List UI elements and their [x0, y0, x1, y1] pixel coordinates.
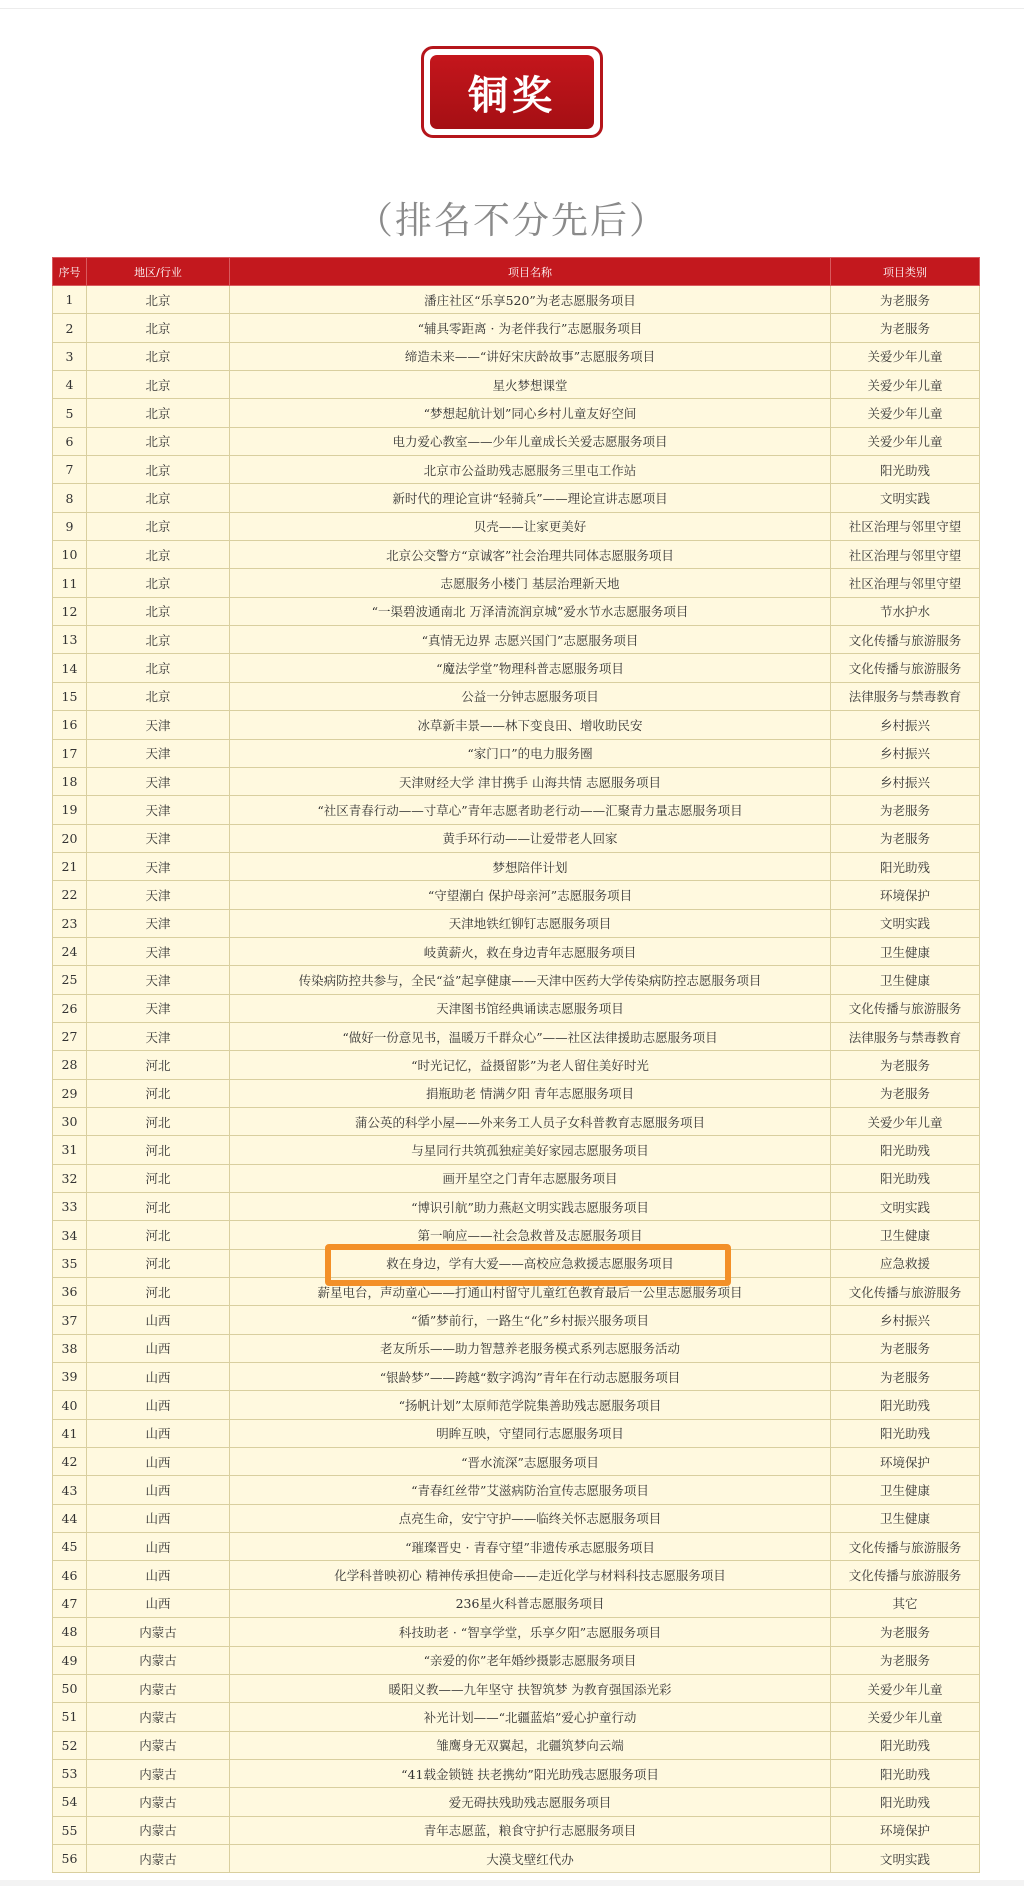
cell-project-name: “41载金锁链 扶老携幼”阳光助残志愿服务项目	[230, 1759, 831, 1787]
cell-index: 13	[53, 626, 87, 654]
cell-region: 山西	[87, 1334, 230, 1362]
cell-region: 北京	[87, 342, 230, 370]
cell-index: 45	[53, 1533, 87, 1561]
cell-category: 为老服务	[831, 1618, 980, 1646]
cell-region: 北京	[87, 286, 230, 314]
cell-index: 55	[53, 1816, 87, 1844]
cell-region: 天津	[87, 966, 230, 994]
cell-project-name: “亲爱的你”老年婚纱摄影志愿服务项目	[230, 1646, 831, 1674]
cell-region: 北京	[87, 399, 230, 427]
cell-region: 河北	[87, 1193, 230, 1221]
table-row	[53, 484, 980, 512]
table-row	[53, 1051, 980, 1079]
table-header-row	[53, 258, 980, 286]
cell-region: 北京	[87, 682, 230, 710]
cell-category: 卫生健康	[831, 1476, 980, 1504]
table-row	[53, 541, 980, 569]
cell-category: 为老服务	[831, 796, 980, 824]
cell-region: 河北	[87, 1051, 230, 1079]
table-row	[53, 796, 980, 824]
cell-index: 25	[53, 966, 87, 994]
award-table	[52, 257, 980, 1873]
cell-project-name: 天津图书馆经典诵读志愿服务项目	[230, 994, 831, 1022]
cell-category: 关爱少年儿童	[831, 427, 980, 455]
table-row	[53, 1731, 980, 1759]
cell-project-name: 天津财经大学 津甘携手 山海共情 志愿服务项目	[230, 767, 831, 795]
cell-category: 为老服务	[831, 1051, 980, 1079]
table-row	[53, 739, 980, 767]
cell-category: 关爱少年儿童	[831, 1703, 980, 1731]
table-row	[53, 1306, 980, 1334]
cell-region: 山西	[87, 1533, 230, 1561]
cell-region: 河北	[87, 1164, 230, 1192]
table-row	[53, 1504, 980, 1532]
cell-project-name: “社区青春行动——寸草心”青年志愿者助老行动——汇聚青力量志愿服务项目	[230, 796, 831, 824]
table-row	[53, 1561, 980, 1589]
cell-index: 30	[53, 1107, 87, 1135]
cell-region: 北京	[87, 456, 230, 484]
cell-region: 山西	[87, 1448, 230, 1476]
table-row	[53, 286, 980, 314]
cell-index: 43	[53, 1476, 87, 1504]
cell-category: 为老服务	[831, 1079, 980, 1107]
cell-index: 24	[53, 937, 87, 965]
cell-index: 39	[53, 1363, 87, 1391]
cell-category: 环境保护	[831, 1816, 980, 1844]
table-body	[53, 286, 980, 1873]
cell-region: 北京	[87, 512, 230, 540]
table-row	[53, 937, 980, 965]
cell-project-name: “晋水流深”志愿服务项目	[230, 1448, 831, 1476]
cell-project-name: 黄手环行动——让爱带老人回家	[230, 824, 831, 852]
table-row	[53, 994, 980, 1022]
table-row	[53, 1646, 980, 1674]
cell-project-name: 236星火科普志愿服务项目	[230, 1589, 831, 1617]
cell-region: 天津	[87, 852, 230, 880]
table-row	[53, 1589, 980, 1617]
cell-region: 河北	[87, 1221, 230, 1249]
cell-project-name: 缔造未来——“讲好宋庆龄故事”志愿服务项目	[230, 342, 831, 370]
cell-category: 阳光助残	[831, 1164, 980, 1192]
column-header-index: 序号	[53, 258, 87, 286]
cell-category: 阳光助残	[831, 1391, 980, 1419]
cell-category: 乡村振兴	[831, 1306, 980, 1334]
table-row	[53, 399, 980, 427]
cell-index: 20	[53, 824, 87, 852]
cell-index: 21	[53, 852, 87, 880]
table-row	[53, 1703, 980, 1731]
cell-category: 阳光助残	[831, 852, 980, 880]
top-divider	[0, 8, 1024, 9]
cell-category: 环境保护	[831, 1448, 980, 1476]
cell-index: 11	[53, 569, 87, 597]
cell-region: 天津	[87, 1022, 230, 1050]
cell-category: 文明实践	[831, 909, 980, 937]
cell-project-name: “家门口”的电力服务圈	[230, 739, 831, 767]
cell-index: 31	[53, 1136, 87, 1164]
cell-category: 法律服务与禁毒教育	[831, 1022, 980, 1050]
cell-category: 其它	[831, 1589, 980, 1617]
cell-project-name: 化学科普映初心 精神传承担使命——走近化学与材料科技志愿服务项目	[230, 1561, 831, 1589]
cell-index: 41	[53, 1419, 87, 1447]
cell-project-name: “守望潮白 保护母亲河”志愿服务项目	[230, 881, 831, 909]
cell-category: 文化传播与旅游服务	[831, 1561, 980, 1589]
award-title: 铜奖	[430, 55, 594, 129]
cell-project-name: 天津地铁红铆钉志愿服务项目	[230, 909, 831, 937]
cell-category: 阳光助残	[831, 1731, 980, 1759]
cell-category: 卫生健康	[831, 1504, 980, 1532]
cell-index: 33	[53, 1193, 87, 1221]
cell-region: 山西	[87, 1306, 230, 1334]
cell-index: 40	[53, 1391, 87, 1419]
cell-index: 8	[53, 484, 87, 512]
subtitle: （排名不分先后）	[356, 199, 668, 242]
cell-index: 32	[53, 1164, 87, 1192]
table-row	[53, 682, 980, 710]
cell-region: 北京	[87, 484, 230, 512]
cell-index: 56	[53, 1844, 87, 1872]
cell-project-name: “魔法学堂”物理科普志愿服务项目	[230, 654, 831, 682]
table-row	[53, 1136, 980, 1164]
cell-project-name: 点亮生命，安宁守护——临终关怀志愿服务项目	[230, 1504, 831, 1532]
cell-category: 应急救援	[831, 1249, 980, 1277]
cell-project-name: “扬帆计划”太原师范学院集善助残志愿服务项目	[230, 1391, 831, 1419]
cell-index: 48	[53, 1618, 87, 1646]
cell-category: 文化传播与旅游服务	[831, 654, 980, 682]
cell-region: 山西	[87, 1561, 230, 1589]
cell-index: 22	[53, 881, 87, 909]
cell-region: 河北	[87, 1136, 230, 1164]
cell-index: 54	[53, 1788, 87, 1816]
cell-region: 天津	[87, 881, 230, 909]
table-row	[53, 1221, 980, 1249]
cell-region: 天津	[87, 824, 230, 852]
cell-category: 关爱少年儿童	[831, 342, 980, 370]
cell-category: 环境保护	[831, 881, 980, 909]
table-row	[53, 427, 980, 455]
table-row	[53, 1759, 980, 1787]
cell-category: 阳光助残	[831, 456, 980, 484]
table-row	[53, 654, 980, 682]
cell-index: 35	[53, 1249, 87, 1277]
cell-index: 52	[53, 1731, 87, 1759]
table-row	[53, 1278, 980, 1306]
cell-region: 北京	[87, 597, 230, 625]
cell-region: 内蒙古	[87, 1618, 230, 1646]
cell-index: 38	[53, 1334, 87, 1362]
cell-region: 河北	[87, 1278, 230, 1306]
cell-project-name: 电力爱心教室——少年儿童成长关爱志愿服务项目	[230, 427, 831, 455]
cell-project-name: 新时代的理论宣讲“轻骑兵”——理论宣讲志愿项目	[230, 484, 831, 512]
cell-region: 北京	[87, 314, 230, 342]
cell-index: 19	[53, 796, 87, 824]
cell-project-name: 志愿服务小楼门 基层治理新天地	[230, 569, 831, 597]
cell-region: 天津	[87, 796, 230, 824]
cell-region: 北京	[87, 371, 230, 399]
cell-region: 内蒙古	[87, 1844, 230, 1872]
cell-project-name: 梦想陪伴计划	[230, 852, 831, 880]
cell-category: 社区治理与邻里守望	[831, 569, 980, 597]
cell-project-name: “银龄梦”——跨越“数字鸿沟”青年在行动志愿服务项目	[230, 1363, 831, 1391]
cell-index: 46	[53, 1561, 87, 1589]
cell-index: 42	[53, 1448, 87, 1476]
cell-region: 山西	[87, 1391, 230, 1419]
cell-region: 山西	[87, 1419, 230, 1447]
table-row	[53, 1249, 980, 1277]
table-row	[53, 456, 980, 484]
cell-index: 50	[53, 1674, 87, 1702]
cell-project-name: 贝壳——让家更美好	[230, 512, 831, 540]
cell-category: 节水护水	[831, 597, 980, 625]
table-row	[53, 966, 980, 994]
table-row	[53, 512, 980, 540]
cell-project-name: 暖阳义教——九年坚守 扶智筑梦 为教育强国添光彩	[230, 1674, 831, 1702]
cell-category: 关爱少年儿童	[831, 1674, 980, 1702]
cell-project-name: 青年志愿蓝，粮食守护行志愿服务项目	[230, 1816, 831, 1844]
table-row	[53, 1476, 980, 1504]
cell-project-name: 北京公交警方“京诚客”社会治理共同体志愿服务项目	[230, 541, 831, 569]
cell-project-name: “博识引航”助力燕赵文明实践志愿服务项目	[230, 1193, 831, 1221]
cell-project-name: “梦想起航计划”同心乡村儿童友好空间	[230, 399, 831, 427]
cell-project-name: “青春红丝带”艾滋病防治宣传志愿服务项目	[230, 1476, 831, 1504]
cell-project-name: 潘庄社区“乐享520”为老志愿服务项目	[230, 286, 831, 314]
cell-category: 卫生健康	[831, 966, 980, 994]
cell-project-name: “璀璨晋史 · 青春守望”非遗传承志愿服务项目	[230, 1533, 831, 1561]
cell-category: 卫生健康	[831, 1221, 980, 1249]
cell-category: 文化传播与旅游服务	[831, 994, 980, 1022]
cell-project-name: 捐瓶助老 情满夕阳 青年志愿服务项目	[230, 1079, 831, 1107]
table-row	[53, 1193, 980, 1221]
cell-index: 34	[53, 1221, 87, 1249]
cell-index: 26	[53, 994, 87, 1022]
cell-region: 河北	[87, 1107, 230, 1135]
table-row	[53, 1618, 980, 1646]
cell-project-name: “一渠碧波通南北 万泽清流润京城”爱水节水志愿服务项目	[230, 597, 831, 625]
cell-index: 17	[53, 739, 87, 767]
cell-index: 5	[53, 399, 87, 427]
table-row	[53, 1533, 980, 1561]
cell-project-name: 蒲公英的科学小屋——外来务工人员子女科普教育志愿服务项目	[230, 1107, 831, 1135]
cell-category: 文明实践	[831, 484, 980, 512]
cell-category: 阳光助残	[831, 1419, 980, 1447]
cell-category: 为老服务	[831, 314, 980, 342]
cell-category: 文化传播与旅游服务	[831, 626, 980, 654]
cell-index: 36	[53, 1278, 87, 1306]
cell-region: 山西	[87, 1504, 230, 1532]
cell-index: 16	[53, 711, 87, 739]
cell-index: 9	[53, 512, 87, 540]
table-row	[53, 371, 980, 399]
cell-project-name: 传染病防控共参与，全民“益”起享健康——天津中医药大学传染病防控志愿服务项目	[230, 966, 831, 994]
cell-project-name: 岐黄薪火，救在身边青年志愿服务项目	[230, 937, 831, 965]
cell-index: 47	[53, 1589, 87, 1617]
cell-category: 为老服务	[831, 824, 980, 852]
cell-region: 天津	[87, 739, 230, 767]
cell-index: 15	[53, 682, 87, 710]
cell-index: 51	[53, 1703, 87, 1731]
cell-region: 内蒙古	[87, 1816, 230, 1844]
cell-region: 天津	[87, 994, 230, 1022]
cell-category: 关爱少年儿童	[831, 1107, 980, 1135]
cell-category: 为老服务	[831, 1334, 980, 1362]
table-row	[53, 1788, 980, 1816]
cell-region: 内蒙古	[87, 1759, 230, 1787]
cell-project-name: 雏鹰身无双翼起，北疆筑梦向云端	[230, 1731, 831, 1759]
cell-category: 文化传播与旅游服务	[831, 1278, 980, 1306]
cell-index: 28	[53, 1051, 87, 1079]
cell-project-name: 科技助老 · “智享学堂，乐享夕阳”志愿服务项目	[230, 1618, 831, 1646]
cell-index: 10	[53, 541, 87, 569]
cell-project-name: 公益一分钟志愿服务项目	[230, 682, 831, 710]
cell-index: 14	[53, 654, 87, 682]
cell-region: 天津	[87, 937, 230, 965]
cell-region: 河北	[87, 1079, 230, 1107]
cell-index: 4	[53, 371, 87, 399]
cell-region: 北京	[87, 541, 230, 569]
cell-category: 为老服务	[831, 1363, 980, 1391]
cell-index: 49	[53, 1646, 87, 1674]
table-row	[53, 314, 980, 342]
cell-index: 18	[53, 767, 87, 795]
table-row	[53, 767, 980, 795]
table-row	[53, 1844, 980, 1872]
cell-category: 乡村振兴	[831, 739, 980, 767]
cell-project-name: 第一响应——社会急救普及志愿服务项目	[230, 1221, 831, 1249]
table-row	[53, 852, 980, 880]
table-row	[53, 626, 980, 654]
cell-index: 3	[53, 342, 87, 370]
cell-index: 7	[53, 456, 87, 484]
cell-category: 法律服务与禁毒教育	[831, 682, 980, 710]
cell-project-name: 补光计划——“北疆蓝焰”爱心护童行动	[230, 1703, 831, 1731]
cell-region: 山西	[87, 1476, 230, 1504]
cell-project-name: 救在身边，学有大爱——高校应急救援志愿服务项目	[230, 1249, 831, 1277]
cell-category: 为老服务	[831, 286, 980, 314]
cell-category: 文化传播与旅游服务	[831, 1533, 980, 1561]
table-row	[53, 1448, 980, 1476]
cell-index: 6	[53, 427, 87, 455]
cell-region: 内蒙古	[87, 1788, 230, 1816]
cell-category: 阳光助残	[831, 1788, 980, 1816]
table-row	[53, 1022, 980, 1050]
column-header-category: 项目类别	[831, 258, 980, 286]
cell-category: 乡村振兴	[831, 711, 980, 739]
table-row	[53, 909, 980, 937]
cell-project-name: 大漠戈壁红代办	[230, 1844, 831, 1872]
cell-category: 阳光助残	[831, 1136, 980, 1164]
cell-region: 山西	[87, 1589, 230, 1617]
cell-project-name: 北京市公益助残志愿服务三里屯工作站	[230, 456, 831, 484]
cell-region: 山西	[87, 1363, 230, 1391]
cell-index: 29	[53, 1079, 87, 1107]
cell-category: 乡村振兴	[831, 767, 980, 795]
table-row	[53, 1419, 980, 1447]
table-row	[53, 569, 980, 597]
cell-category: 社区治理与邻里守望	[831, 512, 980, 540]
cell-project-name: 冰草新丰景——林下变良田、增收助民安	[230, 711, 831, 739]
table-row	[53, 1107, 980, 1135]
table-row	[53, 597, 980, 625]
cell-category: 阳光助残	[831, 1759, 980, 1787]
cell-category: 为老服务	[831, 1646, 980, 1674]
cell-region: 内蒙古	[87, 1646, 230, 1674]
table-row	[53, 711, 980, 739]
cell-index: 2	[53, 314, 87, 342]
award-badge	[421, 46, 603, 138]
cell-project-name: 与星同行共筑孤独症美好家园志愿服务项目	[230, 1136, 831, 1164]
column-header-region: 地区/行业	[87, 258, 230, 286]
cell-category: 文明实践	[831, 1193, 980, 1221]
cell-category: 卫生健康	[831, 937, 980, 965]
cell-project-name: “做好一份意见书，温暖万千群众心”——社区法律援助志愿服务项目	[230, 1022, 831, 1050]
cell-region: 内蒙古	[87, 1674, 230, 1702]
cell-region: 河北	[87, 1249, 230, 1277]
cell-category: 社区治理与邻里守望	[831, 541, 980, 569]
table-row	[53, 1079, 980, 1107]
cell-project-name: 爱无碍扶残助残志愿服务项目	[230, 1788, 831, 1816]
cell-region: 天津	[87, 767, 230, 795]
cell-project-name: “循”梦前行，一路生“化”乡村振兴服务项目	[230, 1306, 831, 1334]
cell-index: 53	[53, 1759, 87, 1787]
cell-index: 12	[53, 597, 87, 625]
table-row	[53, 1674, 980, 1702]
cell-category: 关爱少年儿童	[831, 399, 980, 427]
cell-project-name: 老友所乐——助力智慧养老服务模式系列志愿服务活动	[230, 1334, 831, 1362]
table-row	[53, 1391, 980, 1419]
cell-region: 天津	[87, 711, 230, 739]
table-row	[53, 1164, 980, 1192]
cell-project-name: 明眸互映，守望同行志愿服务项目	[230, 1419, 831, 1447]
cell-project-name: 星火梦想课堂	[230, 371, 831, 399]
cell-category: 文明实践	[831, 1844, 980, 1872]
cell-region: 内蒙古	[87, 1703, 230, 1731]
cell-region: 北京	[87, 654, 230, 682]
table-row	[53, 1816, 980, 1844]
cell-index: 44	[53, 1504, 87, 1532]
cell-project-name: 薪星电台，声动童心——打通山村留守儿童红色教育最后一公里志愿服务项目	[230, 1278, 831, 1306]
cell-project-name: “真情无边界 志愿兴国门”志愿服务项目	[230, 626, 831, 654]
cell-region: 内蒙古	[87, 1731, 230, 1759]
bottom-divider	[0, 1880, 1024, 1886]
cell-region: 北京	[87, 626, 230, 654]
column-header-project: 项目名称	[230, 258, 831, 286]
cell-project-name: “时光记忆，益摄留影”为老人留住美好时光	[230, 1051, 831, 1079]
table-row	[53, 1363, 980, 1391]
cell-category: 关爱少年儿童	[831, 371, 980, 399]
cell-region: 北京	[87, 569, 230, 597]
cell-index: 27	[53, 1022, 87, 1050]
cell-index: 1	[53, 286, 87, 314]
table-row	[53, 824, 980, 852]
table-row	[53, 342, 980, 370]
cell-index: 37	[53, 1306, 87, 1334]
cell-region: 天津	[87, 909, 230, 937]
cell-project-name: 画开星空之门青年志愿服务项目	[230, 1164, 831, 1192]
cell-region: 北京	[87, 427, 230, 455]
cell-index: 23	[53, 909, 87, 937]
cell-project-name: “辅具零距离 · 为老伴我行”志愿服务项目	[230, 314, 831, 342]
table-row	[53, 881, 980, 909]
table-row	[53, 1334, 980, 1362]
